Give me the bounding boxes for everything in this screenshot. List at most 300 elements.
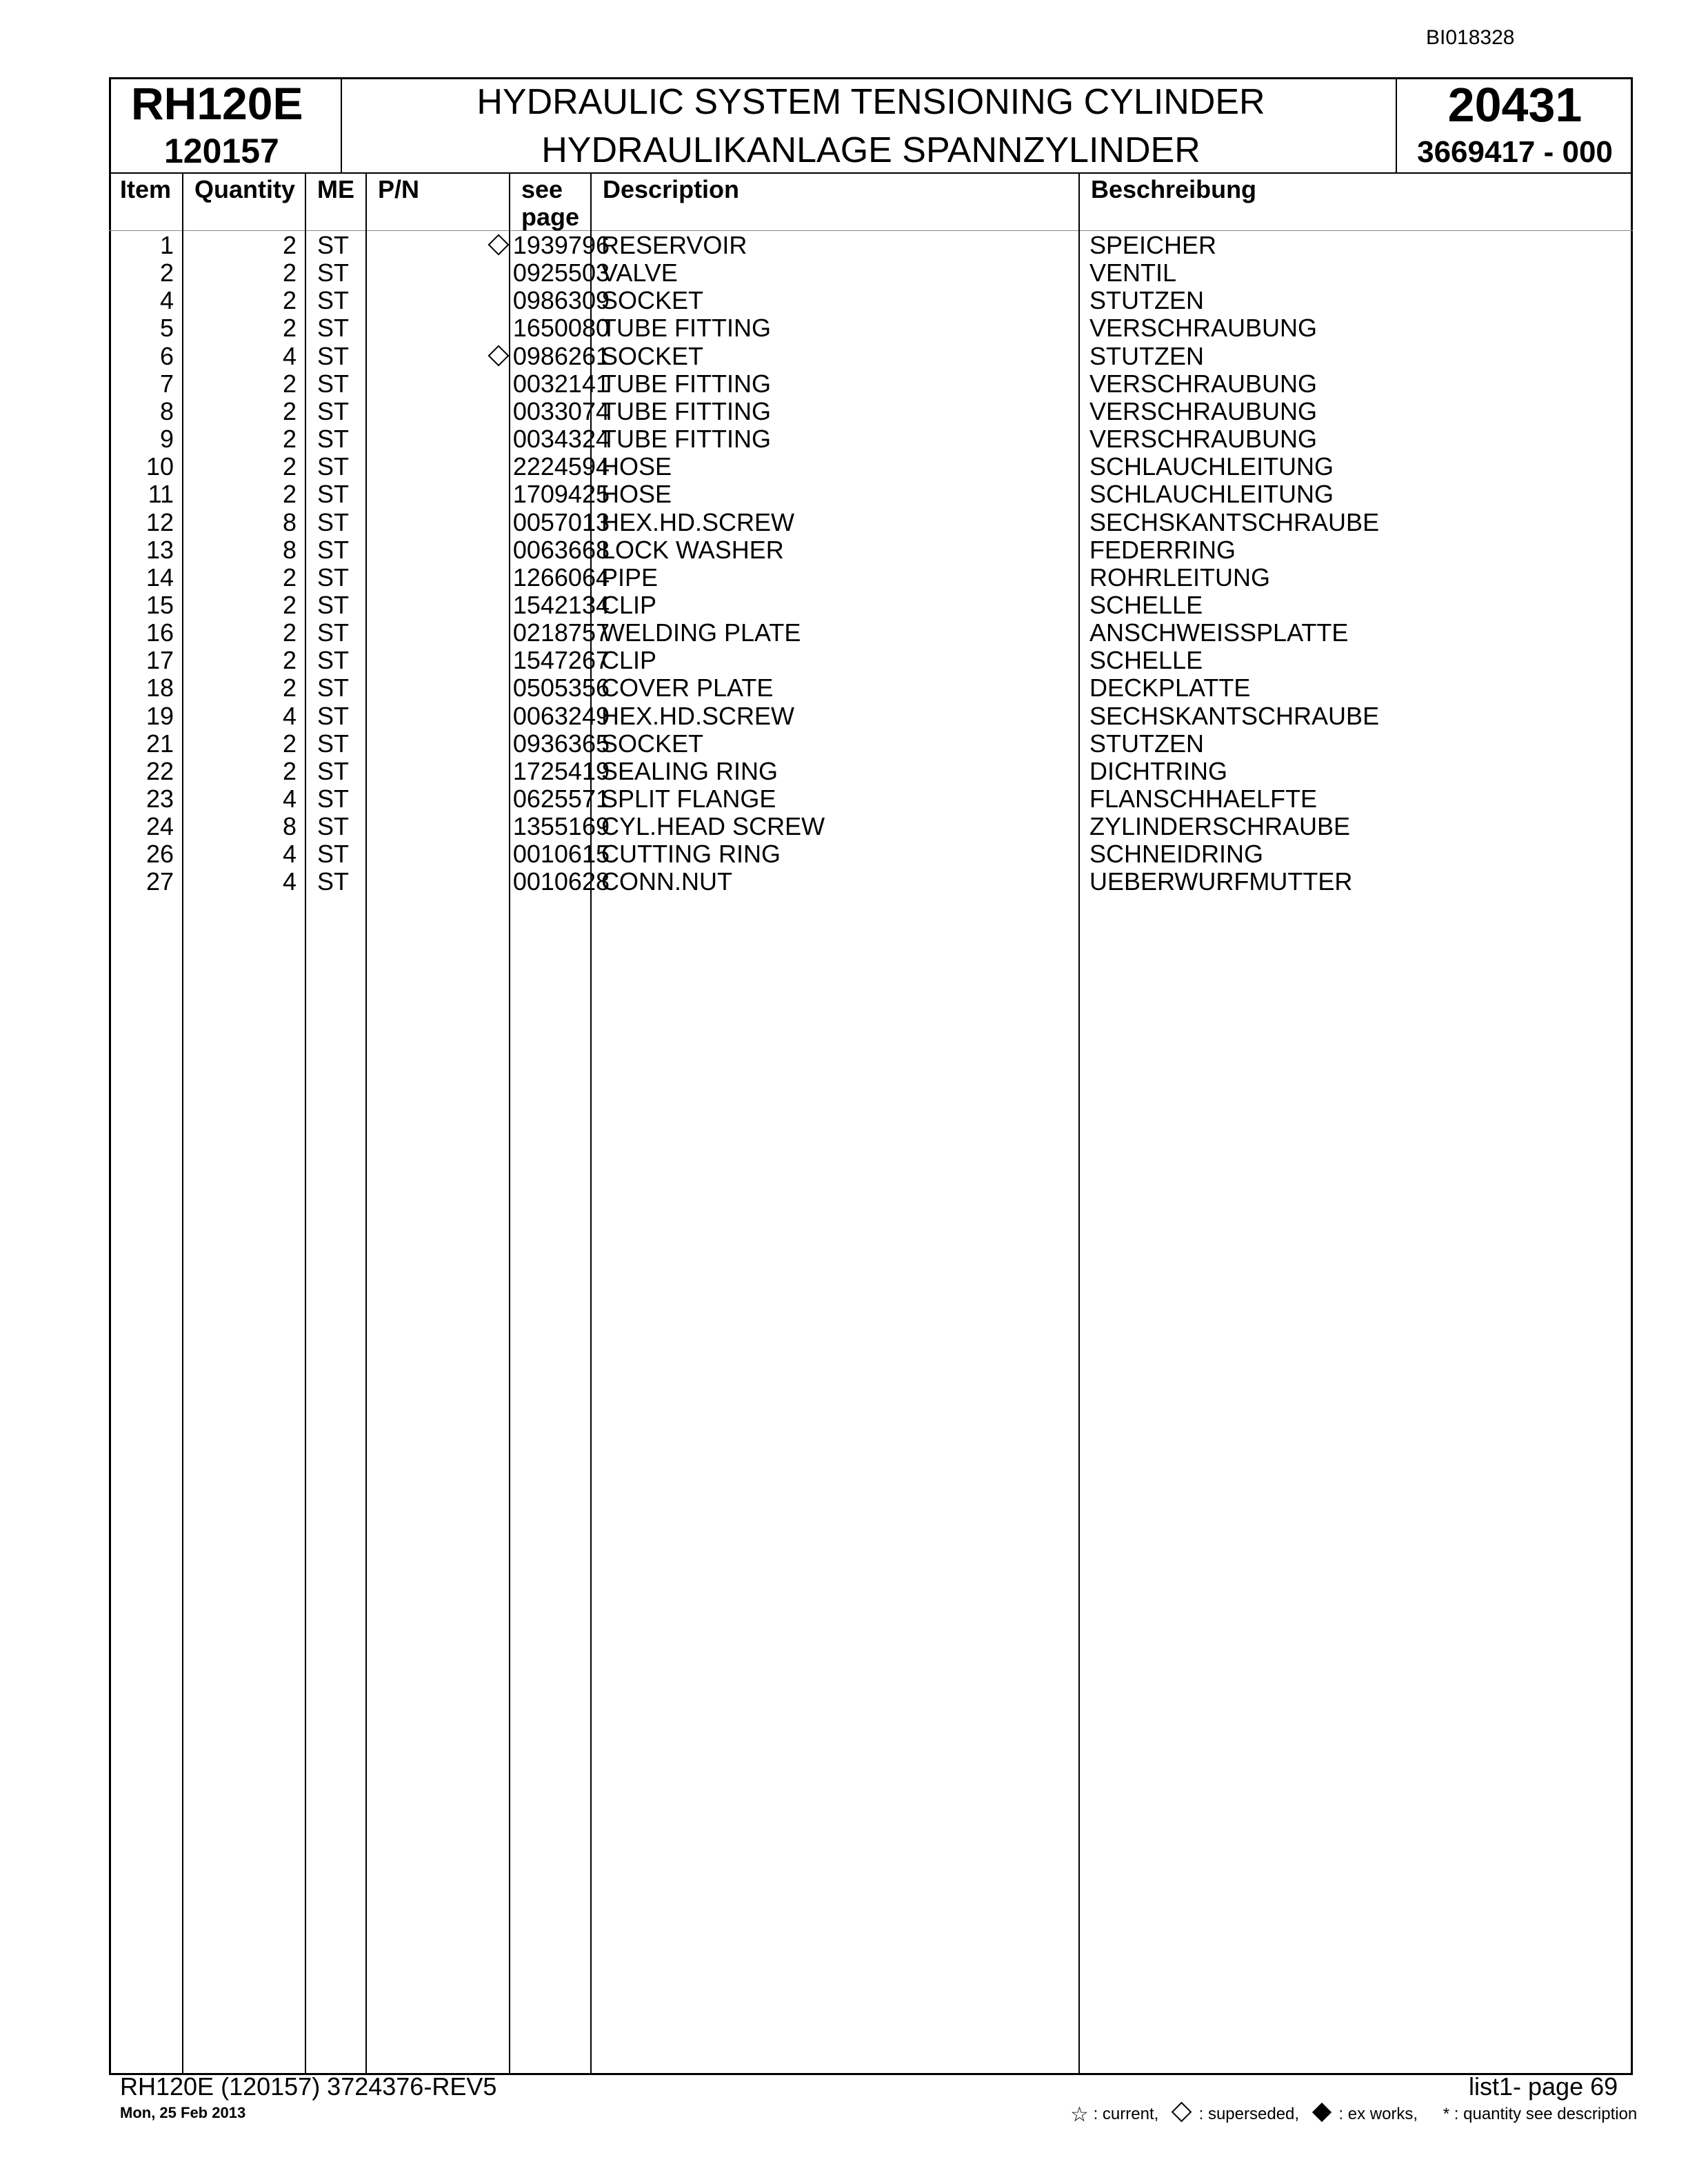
- description-cell: [601, 758, 778, 785]
- beschreibung-cell-text: STUTZEN: [1089, 341, 1204, 370]
- me-cell: [317, 481, 379, 508]
- item-cell-text: 13: [145, 535, 174, 564]
- item-cell-text: 19: [145, 701, 174, 730]
- quantity-cell: [182, 702, 297, 730]
- item-cell: [109, 592, 174, 619]
- description-cell-text: TUBE FITTING: [601, 369, 771, 398]
- me-cell: [317, 674, 379, 702]
- beschreibung-cell-text: SPEICHER: [1089, 231, 1217, 259]
- description-cell: [601, 453, 672, 481]
- beschreibung-cell-text: SECHSKANTSCHRAUBE: [1089, 507, 1380, 536]
- column-header-pn: P/N: [378, 175, 420, 203]
- quantity-cell: [182, 481, 297, 508]
- quantity-cell: [182, 619, 297, 647]
- me-cell: [317, 453, 379, 481]
- quantity-cell-text: 2: [282, 452, 297, 481]
- pn-cell: [378, 481, 610, 508]
- table-row: [109, 868, 1633, 896]
- quantity-cell-text: 4: [282, 341, 297, 370]
- pn-cell: [378, 287, 610, 314]
- header-divider: [109, 172, 1633, 174]
- column-header-me: ME: [317, 175, 354, 203]
- me-cell: [317, 398, 379, 425]
- me-cell: [317, 536, 379, 564]
- column-header-see: see: [521, 175, 563, 203]
- me-cell: [317, 813, 379, 840]
- table-row: [109, 425, 1633, 453]
- beschreibung-cell: [1089, 868, 1352, 896]
- beschreibung-cell: [1089, 619, 1348, 647]
- table-row: [109, 232, 1633, 259]
- description-cell-text: SPLIT FLANGE: [601, 785, 776, 813]
- me-cell: [317, 314, 379, 342]
- beschreibung-cell: [1089, 536, 1236, 564]
- table-row: [109, 314, 1633, 342]
- table-row: [109, 453, 1633, 481]
- pn-cell-text: 0063249: [512, 701, 610, 730]
- star-icon: ☆: [1070, 2103, 1089, 2126]
- me-cell-text: ST: [317, 231, 350, 259]
- description-cell: [601, 647, 656, 674]
- quantity-cell: [182, 564, 297, 592]
- pn-cell-text: 0063668: [512, 535, 610, 564]
- me-cell-text: ST: [317, 480, 350, 509]
- description-cell-text: HOSE: [601, 452, 672, 481]
- beschreibung-cell: [1089, 813, 1350, 840]
- pn-cell: [378, 232, 610, 259]
- description-cell-text: TUBE FITTING: [601, 396, 771, 425]
- description-cell-text: LOCK WASHER: [601, 535, 784, 564]
- quantity-cell-text: 2: [282, 480, 297, 509]
- me-cell: [317, 702, 379, 730]
- quantity-cell-text: 8: [282, 535, 297, 564]
- description-cell: [601, 619, 801, 647]
- quantity-cell: [182, 592, 297, 619]
- beschreibung-cell-text: SCHLAUCHLEITUNG: [1089, 452, 1334, 481]
- pn-cell: [378, 536, 610, 564]
- description-cell: [601, 370, 771, 398]
- table-row: [109, 619, 1633, 647]
- pn-cell-text: 0010628: [512, 867, 610, 896]
- item-cell-text: 8: [159, 396, 174, 425]
- description-cell-text: HOSE: [601, 480, 672, 509]
- beschreibung-cell-text: DICHTRING: [1089, 756, 1227, 785]
- quantity-cell-text: 2: [282, 646, 297, 675]
- me-cell-text: ST: [317, 314, 350, 343]
- pn-cell: [378, 314, 610, 342]
- quantity-cell-text: 2: [282, 590, 297, 619]
- item-cell: [109, 758, 174, 785]
- item-cell: [109, 314, 174, 342]
- item-cell-text: 1: [159, 231, 174, 259]
- item-cell: [109, 481, 174, 508]
- me-cell-text: ST: [317, 756, 350, 785]
- pn-cell: [378, 509, 610, 536]
- item-cell-text: 22: [145, 756, 174, 785]
- table-row: [109, 758, 1633, 785]
- beschreibung-cell-text: SCHLAUCHLEITUNG: [1089, 480, 1334, 509]
- description-cell: [601, 343, 703, 370]
- group-part-number: 3669417 - 000: [1417, 135, 1613, 169]
- item-cell: [109, 425, 174, 453]
- quantity-cell-text: 4: [282, 785, 297, 813]
- quantity-cell: [182, 259, 297, 287]
- beschreibung-cell: [1089, 287, 1204, 314]
- beschreibung-cell-text: VERSCHRAUBUNG: [1089, 369, 1318, 398]
- me-cell: [317, 619, 379, 647]
- item-cell: [109, 785, 174, 813]
- quantity-cell: [182, 425, 297, 453]
- pn-cell: [378, 840, 610, 868]
- pn-cell-text: 1709425: [512, 480, 610, 509]
- description-cell-text: PIPE: [601, 563, 659, 592]
- beschreibung-cell-text: SCHELLE: [1089, 590, 1203, 619]
- me-cell-text: ST: [317, 535, 350, 564]
- title-german: HYDRAULIKANLAGE SPANNZYLINDER: [541, 130, 1200, 170]
- pn-cell: [378, 343, 610, 370]
- description-cell-text: CLIP: [601, 590, 657, 619]
- description-cell: [601, 564, 658, 592]
- description-cell-text: CLIP: [601, 646, 657, 675]
- quantity-cell-text: 2: [282, 618, 297, 647]
- quantity-cell-text: 4: [282, 840, 297, 869]
- beschreibung-cell: [1089, 481, 1334, 508]
- description-cell: [601, 232, 747, 259]
- beschreibung-cell-text: STUTZEN: [1089, 286, 1204, 315]
- legend-superseded: : superseded,: [1198, 2105, 1300, 2123]
- legend-current: : current,: [1093, 2105, 1159, 2123]
- quantity-cell-text: 2: [282, 425, 297, 454]
- quantity-cell-text: 8: [282, 507, 297, 536]
- beschreibung-cell-text: SECHSKANTSCHRAUBE: [1089, 701, 1380, 730]
- item-cell: [109, 840, 174, 868]
- description-cell-text: SOCKET: [601, 729, 704, 758]
- beschreibung-cell: [1089, 785, 1317, 813]
- me-cell: [317, 840, 379, 868]
- pn-cell-text: 0057013: [512, 507, 610, 536]
- quantity-cell-text: 4: [282, 701, 297, 730]
- pn-cell-text: 1266064: [512, 563, 610, 592]
- superseded-diamond-icon: [488, 234, 509, 255]
- item-cell: [109, 813, 174, 840]
- table-row: [109, 840, 1633, 868]
- description-cell-text: SEALING RING: [601, 756, 778, 785]
- pn-cell: [378, 702, 610, 730]
- beschreibung-cell-text: VENTIL: [1089, 259, 1177, 287]
- pn-cell: [378, 758, 610, 785]
- quantity-cell-text: 2: [282, 396, 297, 425]
- table-row: [109, 259, 1633, 287]
- item-cell: [109, 702, 174, 730]
- description-cell: [601, 259, 678, 287]
- item-cell: [109, 730, 174, 758]
- quantity-cell-text: 2: [282, 563, 297, 592]
- item-cell: [109, 509, 174, 536]
- me-cell: [317, 647, 379, 674]
- item-cell-text: 4: [159, 286, 174, 315]
- column-header-description: Description: [603, 175, 740, 203]
- table-row: [109, 287, 1633, 314]
- description-cell: [601, 674, 773, 702]
- description-cell-text: WELDING PLATE: [601, 618, 801, 647]
- beschreibung-cell-text: SCHELLE: [1089, 646, 1203, 675]
- pn-cell-text: 1547267: [512, 646, 610, 675]
- description-cell: [601, 536, 784, 564]
- table-row: [109, 398, 1633, 425]
- legend: [1070, 2103, 1637, 2127]
- me-cell-text: ST: [317, 341, 350, 370]
- beschreibung-cell-text: VERSCHRAUBUNG: [1089, 425, 1318, 454]
- quantity-cell: [182, 287, 297, 314]
- pn-cell-text: 0986261: [512, 341, 610, 370]
- pn-cell: [378, 425, 610, 453]
- group-number: 20431: [1447, 78, 1582, 132]
- quantity-cell: [182, 730, 297, 758]
- quantity-cell: [182, 785, 297, 813]
- quantity-cell: [182, 840, 297, 868]
- pn-cell: [378, 398, 610, 425]
- description-cell: [601, 287, 703, 314]
- me-cell-text: ST: [317, 286, 350, 315]
- table-row: [109, 813, 1633, 840]
- beschreibung-cell-text: STUTZEN: [1089, 729, 1204, 758]
- serial-number: 120157: [164, 132, 279, 170]
- item-cell: [109, 370, 174, 398]
- model-name: RH120E: [131, 78, 303, 129]
- pn-cell: [378, 785, 610, 813]
- item-cell: [109, 232, 174, 259]
- item-cell: [109, 868, 174, 896]
- beschreibung-cell: [1089, 509, 1379, 536]
- column-header-quantity: Quantity: [194, 175, 296, 203]
- pn-cell: [378, 674, 610, 702]
- beschreibung-cell-text: DECKPLATTE: [1089, 674, 1251, 702]
- pn-cell-text: 0505356: [512, 674, 610, 702]
- quantity-cell: [182, 868, 297, 896]
- item-cell-text: 18: [145, 674, 174, 702]
- description-cell: [601, 730, 703, 758]
- beschreibung-cell: [1089, 259, 1176, 287]
- description-cell: [601, 592, 656, 619]
- item-cell: [109, 287, 174, 314]
- pn-cell: [378, 259, 610, 287]
- description-cell-text: SOCKET: [601, 286, 704, 315]
- beschreibung-cell: [1089, 647, 1203, 674]
- me-cell-text: ST: [317, 259, 350, 287]
- item-cell-text: 15: [145, 590, 174, 619]
- beschreibung-cell: [1089, 702, 1379, 730]
- pn-cell: [378, 619, 610, 647]
- item-cell: [109, 619, 174, 647]
- beschreibung-cell: [1089, 314, 1317, 342]
- me-cell-text: ST: [317, 674, 350, 702]
- me-cell: [317, 564, 379, 592]
- me-cell: [317, 287, 379, 314]
- description-cell-text: SOCKET: [601, 341, 704, 370]
- beschreibung-cell: [1089, 840, 1263, 868]
- beschreibung-cell-text: ROHRLEITUNG: [1089, 563, 1271, 592]
- quantity-cell: [182, 370, 297, 398]
- me-cell: [317, 370, 379, 398]
- table-row: [109, 509, 1633, 536]
- beschreibung-cell: [1089, 398, 1317, 425]
- item-cell: [109, 564, 174, 592]
- column-header-page: page: [521, 203, 580, 231]
- item-cell-text: 21: [145, 729, 174, 758]
- me-cell-text: ST: [317, 729, 350, 758]
- item-cell-text: 23: [145, 785, 174, 813]
- table-row: [109, 674, 1633, 702]
- title-left-divider: [341, 77, 342, 172]
- me-cell-text: ST: [317, 812, 350, 841]
- description-cell-text: CUTTING RING: [601, 840, 781, 869]
- superseded-diamond-icon: [488, 345, 509, 366]
- beschreibung-cell: [1089, 674, 1250, 702]
- item-cell-text: 12: [145, 507, 174, 536]
- item-cell-text: 9: [159, 425, 174, 454]
- beschreibung-cell-text: ANSCHWEISSPLATTE: [1089, 618, 1349, 647]
- me-cell: [317, 232, 379, 259]
- pn-cell-text: 0986309: [512, 286, 610, 315]
- description-cell: [601, 702, 794, 730]
- quantity-cell-text: 2: [282, 286, 297, 315]
- table-row: [109, 564, 1633, 592]
- me-cell: [317, 785, 379, 813]
- item-cell-text: 24: [145, 812, 174, 841]
- footer-date: Mon, 25 Feb 2013: [120, 2104, 246, 2121]
- table-row: [109, 481, 1633, 508]
- quantity-cell: [182, 647, 297, 674]
- pn-cell: [378, 564, 610, 592]
- table-row: [109, 702, 1633, 730]
- pn-cell-text: 1542134: [512, 590, 610, 619]
- item-cell: [109, 536, 174, 564]
- description-cell: [601, 398, 771, 425]
- me-cell-text: ST: [317, 369, 350, 398]
- legend-ex-works: : ex works,: [1338, 2105, 1418, 2123]
- beschreibung-cell-text: ZYLINDERSCHRAUBE: [1089, 812, 1351, 841]
- quantity-cell-text: 2: [282, 259, 297, 287]
- beschreibung-cell: [1089, 453, 1334, 481]
- quantity-cell: [182, 314, 297, 342]
- description-cell-text: HEX.HD.SCREW: [601, 701, 795, 730]
- column-header-item: Item: [120, 175, 172, 203]
- beschreibung-cell: [1089, 592, 1203, 619]
- table-row: [109, 343, 1633, 370]
- table-row: [109, 370, 1633, 398]
- footer-doc-ref: RH120E (120157) 3724376-REV5: [120, 2072, 497, 2101]
- quantity-cell: [182, 398, 297, 425]
- description-cell: [601, 481, 672, 508]
- me-cell: [317, 425, 379, 453]
- item-cell-text: 16: [145, 618, 174, 647]
- document-id: BI018328: [1426, 26, 1515, 49]
- item-cell-text: 7: [159, 369, 174, 398]
- beschreibung-cell-text: SCHNEIDRING: [1089, 840, 1264, 869]
- description-cell: [601, 785, 776, 813]
- quantity-cell: [182, 232, 297, 259]
- table-row: [109, 592, 1633, 619]
- description-cell: [601, 813, 825, 840]
- pn-cell-text: 1355169: [512, 812, 610, 841]
- me-cell: [317, 259, 379, 287]
- me-cell-text: ST: [317, 618, 350, 647]
- pn-cell: [378, 730, 610, 758]
- me-cell-text: ST: [317, 867, 350, 896]
- quantity-cell-text: 4: [282, 867, 297, 896]
- pn-cell-text: 0625571: [512, 785, 610, 813]
- item-cell-text: 5: [159, 314, 174, 343]
- me-cell-text: ST: [317, 452, 350, 481]
- me-cell-text: ST: [317, 785, 350, 813]
- pn-cell: [378, 370, 610, 398]
- description-cell: [601, 509, 794, 536]
- item-cell-text: 2: [159, 259, 174, 287]
- quantity-cell: [182, 453, 297, 481]
- quantity-cell-text: 2: [282, 674, 297, 702]
- footer-page: list1- page 69: [1469, 2072, 1618, 2101]
- item-cell: [109, 674, 174, 702]
- description-cell-text: CYL.HEAD SCREW: [601, 812, 825, 841]
- description-cell: [601, 425, 771, 453]
- quantity-cell-text: 2: [282, 369, 297, 398]
- description-cell-text: TUBE FITTING: [601, 314, 771, 343]
- beschreibung-cell-text: FEDERRING: [1089, 535, 1236, 564]
- description-cell: [601, 868, 732, 896]
- pn-cell: [378, 453, 610, 481]
- quantity-cell-text: 2: [282, 729, 297, 758]
- item-cell: [109, 259, 174, 287]
- quantity-cell-text: 8: [282, 812, 297, 841]
- me-cell-text: ST: [317, 396, 350, 425]
- legend-quantity: * : quantity see description: [1443, 2105, 1638, 2123]
- item-cell: [109, 398, 174, 425]
- quantity-cell: [182, 674, 297, 702]
- beschreibung-cell-text: VERSCHRAUBUNG: [1089, 314, 1318, 343]
- description-cell-text: RESERVOIR: [601, 231, 747, 259]
- quantity-cell-text: 2: [282, 756, 297, 785]
- me-cell-text: ST: [317, 701, 350, 730]
- item-cell-text: 17: [145, 646, 174, 675]
- item-cell: [109, 343, 174, 370]
- quantity-cell: [182, 813, 297, 840]
- pn-cell: [378, 813, 610, 840]
- beschreibung-cell: [1089, 232, 1216, 259]
- quantity-cell: [182, 536, 297, 564]
- quantity-cell-text: 2: [282, 231, 297, 259]
- pn-cell: [378, 868, 610, 896]
- table-row: [109, 785, 1633, 813]
- description-cell-text: CONN.NUT: [601, 867, 732, 896]
- beschreibung-cell-text: FLANSCHHAELFTE: [1089, 785, 1318, 813]
- me-cell: [317, 868, 379, 896]
- item-cell: [109, 647, 174, 674]
- item-cell-text: 11: [148, 480, 174, 509]
- pn-cell-text: 0034324: [512, 425, 610, 454]
- diamond-filled-icon: [1312, 2103, 1332, 2122]
- table-row: [109, 730, 1633, 758]
- me-cell: [317, 509, 379, 536]
- pn-cell: [378, 592, 610, 619]
- pn-cell-text: 1650080: [512, 314, 610, 343]
- beschreibung-cell: [1089, 370, 1317, 398]
- table-row: [109, 647, 1633, 674]
- beschreibung-cell: [1089, 343, 1204, 370]
- me-cell: [317, 758, 379, 785]
- item-cell: [109, 453, 174, 481]
- pn-cell-text: 0010615: [512, 840, 610, 869]
- item-cell-text: 27: [145, 867, 174, 896]
